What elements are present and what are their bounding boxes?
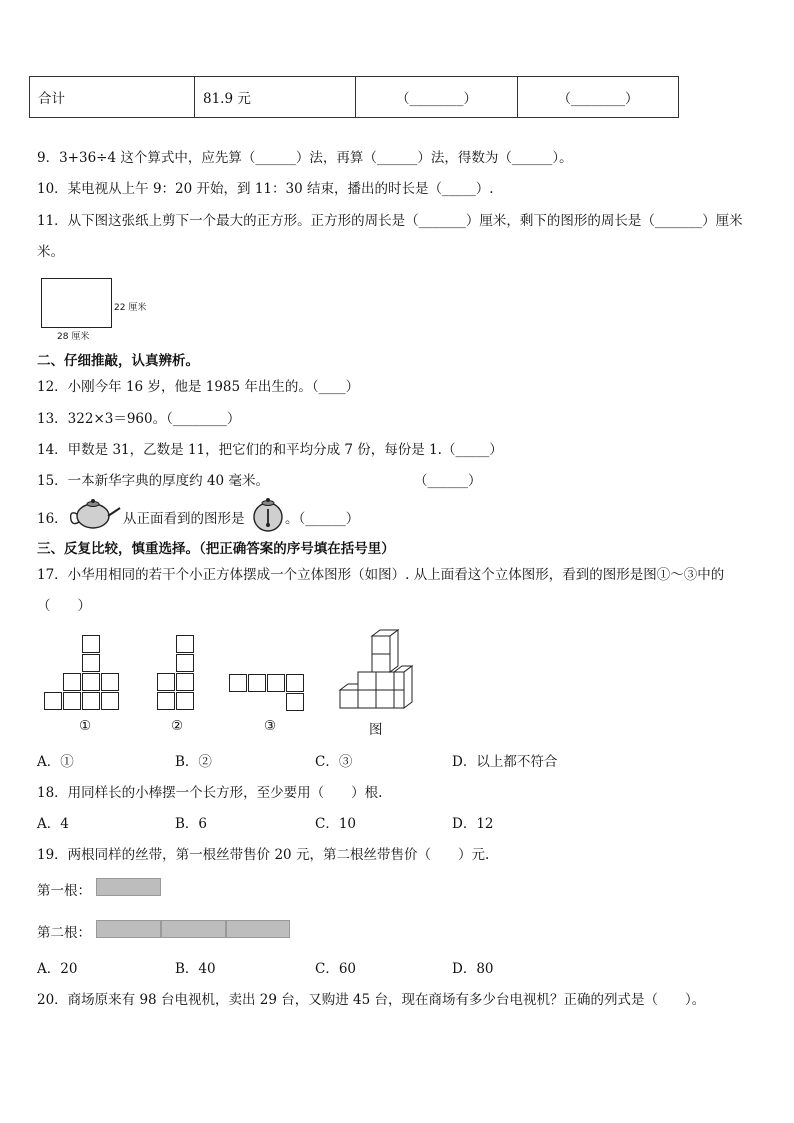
question-13: 13．322×3＝960。（________） [37, 411, 241, 427]
ribbon-1-bar [96, 878, 161, 896]
option-d[interactable]: D．以上都不符合 [452, 754, 558, 770]
cube-stack-figure [336, 628, 416, 714]
option-b[interactable]: B．6 [175, 816, 208, 832]
table-row [30, 77, 679, 118]
teapot-front-view-icon [251, 495, 285, 533]
table-cell: （________） [356, 77, 518, 118]
option-b[interactable]: B．40 [175, 961, 216, 977]
question-12: 12．小刚今年 16 岁，他是 1985 年出生的。（____） [37, 379, 360, 395]
section-3-heading: 三、反复比较，慎重选择。（把正确答案的序号填在括号里） [37, 541, 395, 557]
question-19: 19．两根同样的丝带，第一根丝带售价 20 元，第二根丝带售价（ ）元. [37, 847, 490, 863]
question-16-text: 从正面看到的图形是 [123, 511, 245, 527]
ribbon-2-segment [226, 920, 290, 938]
ribbon-2-label: 第二根： [37, 925, 91, 941]
question-20: 20．商场原来有 98 台电视机，卖出 29 台，又购进 45 台，现在商场有多少台电视机？正确的列式是（ ）。 [37, 992, 706, 1008]
section-2-heading: 二、仔细推敲，认真辨析。 [37, 353, 199, 369]
option-d[interactable]: D．12 [452, 816, 494, 832]
question-18: 18．用同样长的小棒摆一个长方形，至少要用（ ）根. [37, 785, 383, 801]
option-c[interactable]: C．10 [315, 816, 357, 832]
question-17: 17．小华用相同的若干个小正方体摆成一个立体图形（如图）. 从上面看这个立体图形，看到的图形是图①～③中的 [37, 567, 725, 583]
question-15-blank: （______） [414, 473, 482, 489]
figure-3-label: ③ [264, 718, 277, 734]
option-a[interactable]: A．4 [37, 816, 69, 832]
figure-main-label: 图 [369, 722, 383, 738]
question-9: 9．3+36÷4 这个算式中，应先算（______）法，再算（______）法，得数为（______）。 [37, 150, 573, 166]
option-c[interactable]: C．③ [315, 754, 353, 770]
option-a[interactable]: A．① [37, 754, 74, 770]
ribbon-2-segment [96, 920, 161, 938]
table-cell: （________） [518, 77, 679, 118]
summary-table [29, 76, 679, 118]
option-c[interactable]: C．60 [315, 961, 357, 977]
teapot-icon [67, 496, 123, 532]
question-10: 10．某电视从上午 9：20 开始，到 11：30 结束，播出的时长是（_____）. [37, 181, 494, 197]
option-d[interactable]: D．80 [452, 961, 494, 977]
question-14: 14．甲数是 31，乙数是 11，把它们的和平均分成 7 份，每份是 1.（_____） [37, 442, 503, 458]
option-b[interactable]: B．② [175, 754, 212, 770]
side-length-label: 22 厘米 [114, 303, 147, 313]
question-11-cont: 米。 [37, 244, 64, 260]
ribbon-2-segment [161, 920, 226, 938]
table-cell: 81.9 元 [195, 77, 356, 118]
question-16-blank: 。（______） [285, 511, 360, 527]
paper-rectangle-figure [41, 278, 112, 328]
table-cell: 合计 [30, 77, 195, 118]
figure-1-label: ① [79, 718, 92, 734]
question-17-blank: （ ） [37, 598, 91, 614]
question-16-number: 16． [37, 511, 68, 527]
question-15: 15．一本新华字典的厚度约 40 毫米。 [37, 473, 269, 489]
figure-2-label: ② [171, 718, 184, 734]
bottom-length-label: 28 厘米 [57, 332, 90, 342]
question-11: 11．从下图这张纸上剪下一个最大的正方形。正方形的周长是（_______）厘米，剩下的图形的周长是（_______）厘米 [37, 213, 743, 229]
option-a[interactable]: A．20 [37, 961, 78, 977]
ribbon-1-label: 第一根： [37, 883, 91, 899]
